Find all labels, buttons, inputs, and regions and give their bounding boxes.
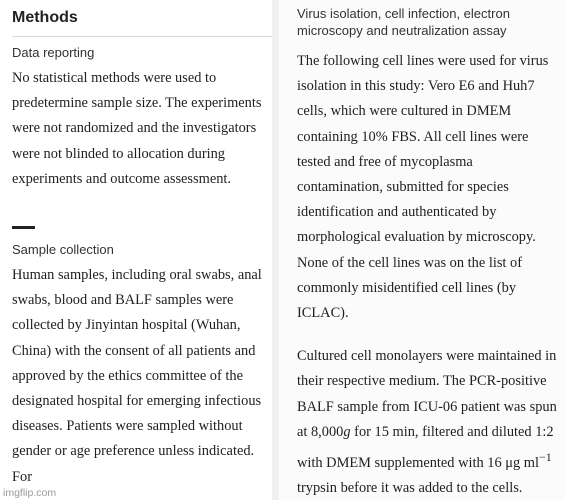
cell-culture-text-b: for 15 min, filtered and diluted 1:2 with DMEM supplemented with 16 μg ml bbox=[297, 423, 554, 471]
sample-collection-text: Human samples, including oral swabs, anal swabs, blood and BALF samples were collected by Jinyintan hospital (Wuhan, China) with the consent of all patients and approved by the ethics committee of the designated hospital for emerging infectious diseases. Patients were sampled without gender or age preference unless indicated. For bbox=[12, 267, 262, 485]
data-reporting-heading: Data reporting bbox=[12, 45, 95, 60]
data-reporting-text: No statistical methods were used to predetermine sample size. The experiments were not randomized and the investigators were not blinded to allocation during experiments and outcome assessment. bbox=[12, 70, 262, 187]
cell-culture-text-c: trypsin before it was added to the cells. bbox=[297, 480, 523, 497]
left-column bbox=[0, 0, 272, 500]
section-title: Methods bbox=[12, 9, 78, 26]
cell-culture-paragraph bbox=[297, 344, 558, 500]
imgflip-watermark: imgflip.com bbox=[3, 487, 57, 499]
section-divider bbox=[12, 36, 272, 37]
cell-culture-text-a: Cultured cell monolayers were maintained in their respective medium. The PCR-positive BALF sample from ICU-06 patient was spun at 8,000 bbox=[297, 348, 557, 440]
subsection-marker bbox=[12, 226, 35, 229]
right-column bbox=[279, 0, 566, 500]
virus-isolation-heading: Virus isolation, cell infection, electron microscopy and neutralization assay bbox=[297, 6, 510, 38]
unit-exponent: −1 bbox=[538, 450, 552, 465]
column-gutter bbox=[272, 0, 279, 500]
cell-lines-paragraph: The following cell lines were used for virus isolation in this study: Vero E6 and Huh7 cells, which were cultured in DMEM containing 10% FBS. All cell lines were tested and free of mycoplasma contamination, submitted for species identification and authenticated by morphological evaluation by microscopy. None of the cell lines was on the list of commonly misidentified cell lines (by ICLAC). bbox=[297, 53, 549, 322]
sample-collection-heading: Sample collection bbox=[12, 242, 114, 258]
g-force-unit: g bbox=[343, 423, 351, 440]
